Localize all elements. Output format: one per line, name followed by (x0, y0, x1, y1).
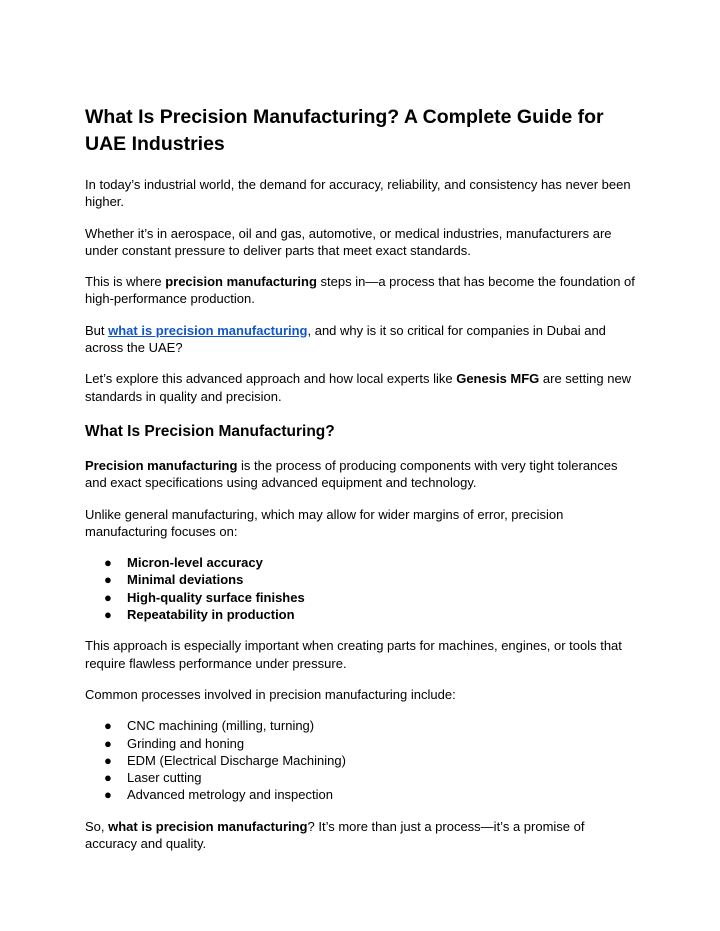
bullet-icon: ● (104, 555, 112, 571)
bullet-icon: ● (104, 787, 112, 803)
text-run: steps in—a process that has become the foundation of high-performance production. (85, 274, 635, 307)
list-item-text: Advanced metrology and inspection (127, 787, 333, 803)
precision-manufacturing-link[interactable]: what is precision manufacturing (108, 322, 308, 338)
process-list (85, 717, 640, 803)
intro-paragraph-2: Whether it’s in aerospace, oil and gas, automotive, or medical industries, manufacturers are under constant pressure to deliver parts that meet exact standards. (85, 225, 612, 258)
list-item (85, 589, 640, 606)
list-item-text: EDM (Electrical Discharge Machining) (127, 752, 346, 768)
bold-run: what is precision manufacturing (108, 818, 308, 834)
list-item (85, 786, 640, 803)
bullet-icon: ● (104, 752, 112, 768)
bullet-icon: ● (104, 770, 112, 786)
text-run: So, (85, 818, 109, 834)
intro-paragraph-1: In today’s industrial world, the demand for accuracy, reliability, and consistency has never been higher. (85, 177, 631, 210)
bold-run: precision manufacturing (165, 274, 317, 290)
section-paragraph-1 (85, 457, 640, 492)
intro-paragraph-4 (85, 322, 640, 357)
intro-paragraph-5 (85, 370, 640, 405)
list-item-text: Minimal deviations (127, 572, 244, 588)
list-item (85, 752, 640, 769)
list-item (85, 571, 640, 588)
text-run: , and why is it so critical for companies in Dubai and across the UAE? (85, 322, 606, 356)
text-run: Let’s explore this advanced approach and how local experts like (85, 371, 457, 387)
intro-paragraph-3 (85, 273, 640, 308)
list-item (85, 769, 640, 786)
list-item (85, 735, 640, 752)
section-paragraph-2: Unlike general manufacturing, which may allow for wider margins of error, precision manufacturing focuses on: (85, 506, 564, 539)
list-item (85, 554, 640, 571)
page-title: What Is Precision Manufacturing? A Complete Guide for UAE Industries (85, 106, 604, 155)
list-item-text: High-quality surface finishes (127, 589, 305, 605)
section-paragraph-5 (85, 818, 640, 853)
bullet-icon: ● (104, 572, 112, 588)
list-item (85, 717, 640, 734)
list-item-text: Micron-level accuracy (127, 555, 263, 571)
bullet-icon: ● (104, 718, 112, 734)
section-paragraph-3: This approach is especially important when creating parts for machines, engines, or tools that require flawless performance under pressure. (85, 638, 622, 671)
document-page (85, 104, 640, 866)
section-paragraph-4: Common processes involved in precision manufacturing include: (85, 686, 456, 702)
text-run: But (85, 322, 109, 338)
focus-list (85, 554, 640, 623)
list-item-text: Laser cutting (127, 770, 202, 786)
list-item (85, 606, 640, 623)
list-item-text: Grinding and honing (127, 735, 245, 751)
list-item-text: CNC machining (milling, turning) (127, 718, 315, 734)
section-heading: What Is Precision Manufacturing? (85, 422, 335, 440)
text-run: This is where (85, 274, 166, 290)
bold-run: Precision manufacturing (85, 457, 238, 473)
text-run: are setting new standards in quality and precision. (85, 371, 632, 404)
text-run: ? It’s more than just a process—it’s a promise of accuracy and quality. (85, 818, 585, 852)
bullet-icon: ● (104, 589, 112, 605)
list-item-text: Repeatability in production (127, 607, 295, 623)
text-run: is the process of producing components with very tight tolerances and exact specifications using advanced equipment and technology. (85, 457, 618, 491)
bullet-icon: ● (104, 607, 112, 623)
bold-run: Genesis MFG (456, 371, 540, 387)
bullet-icon: ● (104, 735, 112, 751)
